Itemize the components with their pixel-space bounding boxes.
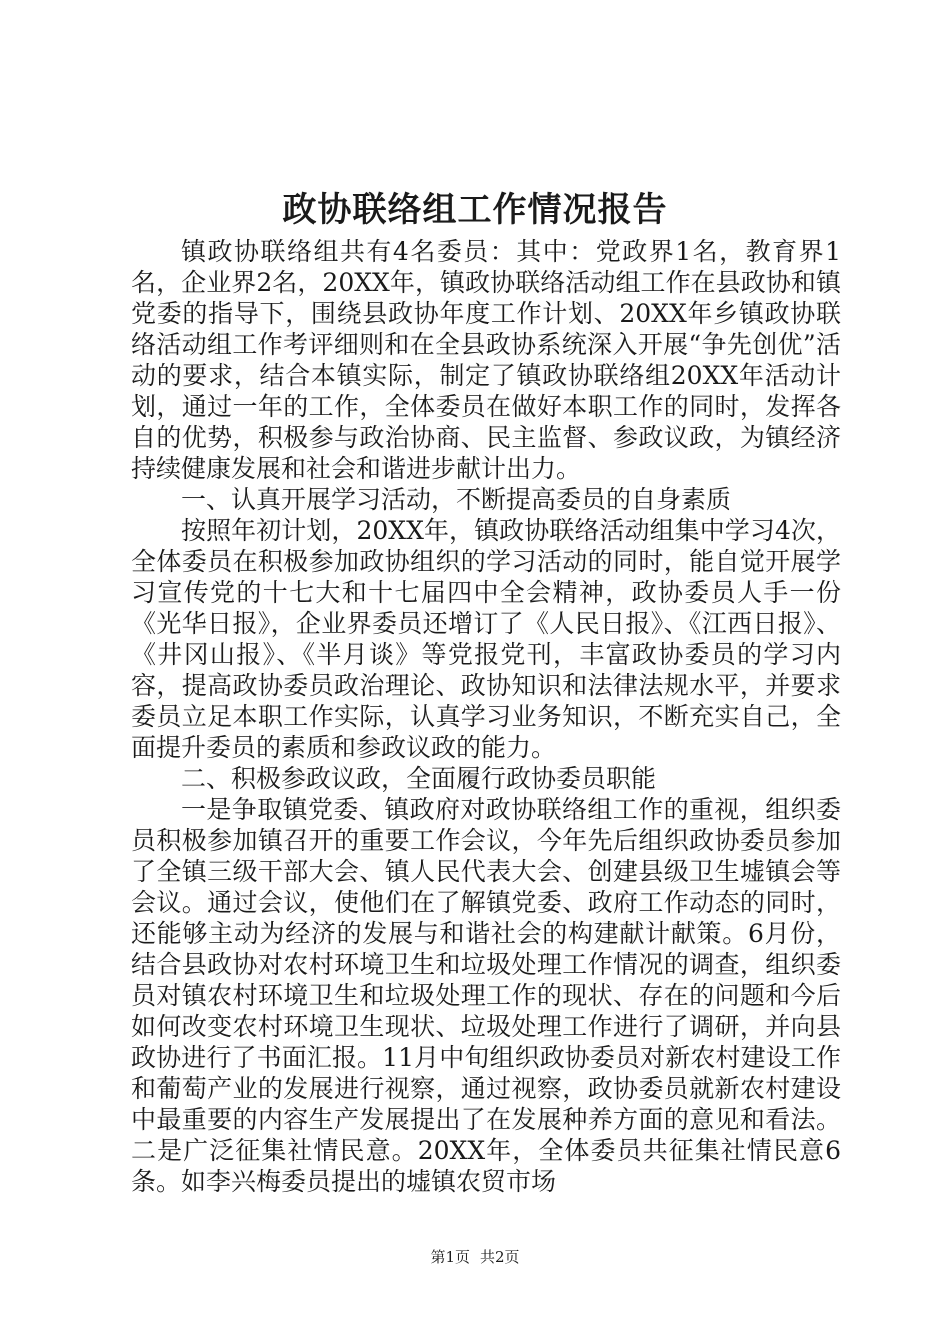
paragraph-duties: 一是争取镇党委、镇政府对政协联络组工作的重视，组织委员积极参加镇召开的重要工作会议，今年先后组织政协委员参加了全镇三级干部大会、镇人民代表大会、创建县级卫生墟镇会等会议。通过会议，使他们在了解镇党委、政府工作动态的同时，还能够主动为经济的发展与和谐社会的构建献计献策。6月份，结合县政协对农村环境卫生和垃圾处理工作情况的调查，组织委员对镇农村环境卫生和垃圾处理工作的现状、存在的问题和今后如何改变农村环境卫生现状、垃圾处理工作进行了调研，并向县政协进行了书面汇报。11月中旬组织政协委员对新农村建设工作和葡萄产业的发展进行视察，通过视察，政协委员就新农村建设中最重要的内容生产发展提出了在发展种养方面的意见和看法。二是广泛征集社情民意。20XX年，全体委员共征集社情民意6条。如李兴梅委员提出的墟镇农贸市场	[131, 795, 841, 1196]
section-heading-1: 一、认真开展学习活动，不断提高委员的自身素质	[181, 485, 732, 514]
page-footer	[0, 1247, 950, 1267]
page-total: 共2页	[480, 1248, 520, 1266]
paragraph-study: 按照年初计划，20XX年，镇政协联络活动组集中学习4次，全体委员在积极参加政协组织的学习活动的同时，能自觉开展学习宣传党的十七大和十七届四中全会精神，政协委员人手一份《光华日报》，企业界委员还增订了《人民日报》、《江西日报》、《井冈山报》、《半月谈》等党报党刊，丰富政协委员的学习内容，提高政协委员政治理论、政协知识和法律法规水平，并要求委员立足本职工作实际，认真学习业务知识，不断充实自己，全面提升委员的素质和参政议政的能力。	[131, 516, 841, 762]
section-heading-2: 二、积极参政议政，全面履行政协委员职能	[181, 764, 657, 793]
page-number: 第1页	[430, 1248, 470, 1266]
paragraph-intro: 镇政协联络组共有4名委员：其中：党政界1名，教育界1名，企业界2名，20XX年，镇政协联络活动组工作在县政协和镇党委的指导下，围绕县政协年度工作计划、20XX年乡镇政协联络活动组工作考评细则和在全县政协系统深入开展“争先创优”活动的要求，结合本镇实际，制定了镇政协联络组20XX年活动计划，通过一年的工作，全体委员在做好本职工作的同时，发挥各自的优势，积极参与政治协商、民主监督、参政议政，为镇经济持续健康发展和社会和谐进步献计出力。	[131, 237, 841, 483]
page-title: 政协联络组工作情况报告	[282, 190, 668, 230]
document-body	[131, 236, 841, 1197]
